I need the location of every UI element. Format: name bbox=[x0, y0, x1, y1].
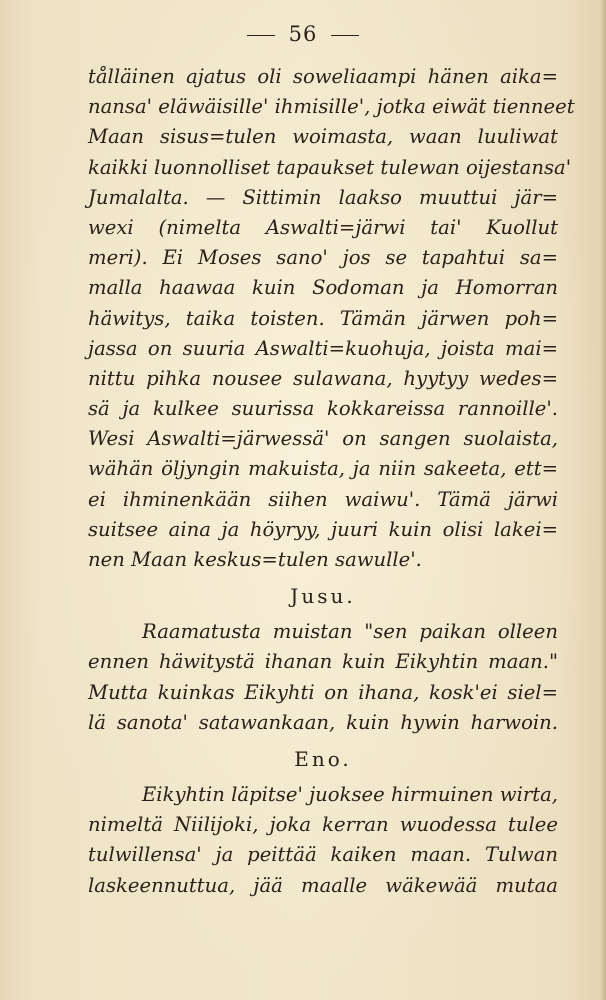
text-line: kaikki luonnolliset tapaukset tulewan oijestansa' bbox=[88, 155, 572, 179]
text-line: nimeltä Niilijoki, joka kerran wuodessa tulee bbox=[88, 813, 558, 837]
header-dash-left bbox=[247, 35, 275, 36]
text-line: Raamatusta muistan "sen paikan olleen bbox=[142, 620, 558, 644]
page-header bbox=[0, 22, 606, 46]
text-line: Mutta kuinkas Eikyhti on ihana, kosk'ei siel= bbox=[88, 680, 558, 704]
text-line: Maan sisus=tulen woimasta, waan luuliwat bbox=[88, 125, 558, 149]
text-line: Jumalalta. — Sittimin laakso muuttui jär= bbox=[88, 185, 558, 209]
text-line: nen Maan keskus=tulen sawulle'. bbox=[88, 548, 422, 571]
text-line: jassa on suuria Aswalti=kuohuja, joista mai= bbox=[88, 336, 558, 360]
speaker-heading-eno: Eno. bbox=[294, 746, 352, 771]
text-line: laskeennuttua, jää maalle wäkewää mutaa bbox=[88, 873, 558, 897]
page-edge-shadow bbox=[600, 0, 606, 1000]
paragraph-1 bbox=[88, 62, 575, 575]
text-line: ei ihminenkään siihen waiwu'. Tämä järwi bbox=[88, 487, 558, 511]
text-line: nansa' eläwäisille' ihmisille', jotka eiwät tienneet bbox=[88, 95, 575, 119]
text-line: meri). Ei Moses sano' jos se tapahtui sa= bbox=[88, 246, 558, 270]
page-text bbox=[88, 62, 575, 901]
paragraph-2 bbox=[88, 617, 558, 738]
text-line: Wesi Aswalti=järwessä' on sangen suolaista, bbox=[88, 427, 558, 451]
text-line: Eikyhtin läpitse' juoksee hirmuinen wirta, bbox=[142, 782, 558, 806]
text-line: tålläinen ajatus oli soweliaampi hänen aika= bbox=[88, 65, 558, 88]
paragraph-3 bbox=[88, 780, 558, 901]
text-line: wähän öljyngin makuista, ja niin sakeeta, ett= bbox=[88, 457, 558, 481]
header-dash-right bbox=[331, 35, 359, 36]
text-line: suitsee aina ja höyryy, juuri kuin olisi lakei= bbox=[88, 517, 558, 541]
text-line: häwitys, taika toisten. Tämän järwen poh= bbox=[88, 306, 558, 330]
text-line: nittu pihka nousee sulawana, hyytyy wedes= bbox=[88, 366, 558, 390]
text-line: ennen häwitystä ihanan kuin Eikyhtin maan." bbox=[88, 650, 558, 674]
text-line: tulwillensa' ja peittää kaiken maan. Tulwan bbox=[88, 843, 558, 867]
text-line: wexi (nimelta Aswalti=järwi tai' Kuollut bbox=[88, 215, 558, 239]
text-line: malla haawaa kuin Sodoman ja Homorran bbox=[88, 276, 558, 300]
text-line: sä ja kulkee suurissa kokkareissa rannoille'. bbox=[88, 397, 558, 421]
text-line: lä sanota' satawankaan, kuin hywin harwoin. bbox=[88, 710, 558, 734]
speaker-heading-jusu: Jusu. bbox=[290, 584, 356, 609]
page-number: 56 bbox=[288, 22, 318, 46]
